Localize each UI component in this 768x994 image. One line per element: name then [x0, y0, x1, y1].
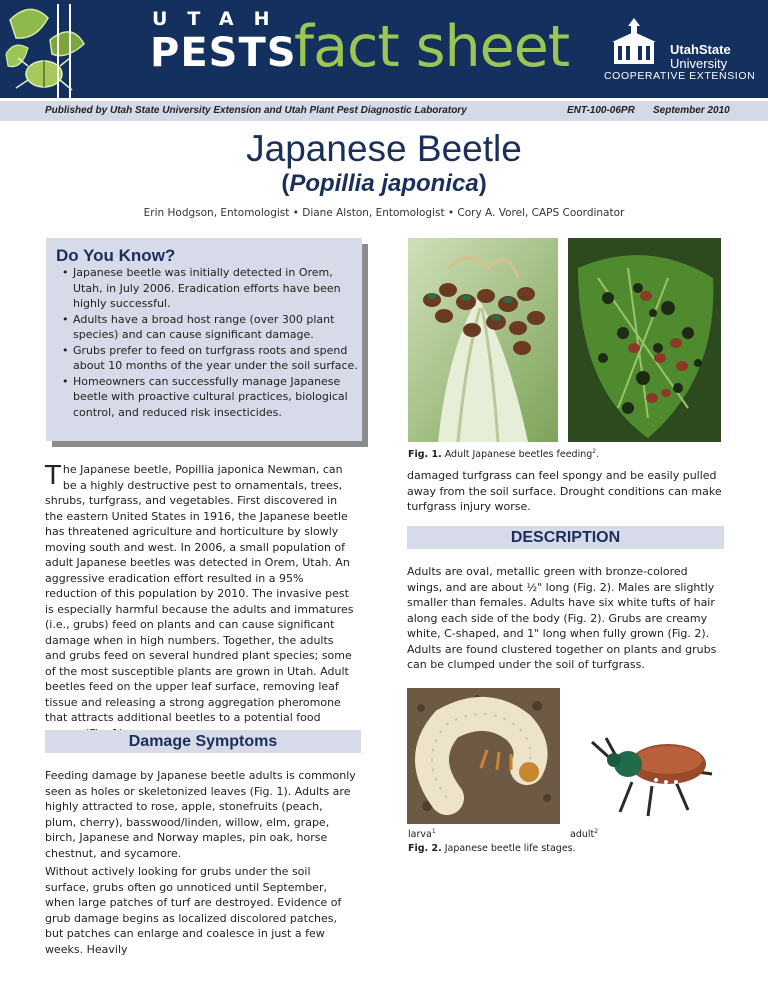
fig2-caption [408, 843, 576, 854]
fig1-caption [408, 448, 599, 460]
page-title: Japanese Beetle [246, 128, 522, 169]
fig1-corn-beetles-photo [408, 238, 558, 442]
cooperative-extension-label: COOPERATIVE EXTENSION [604, 70, 756, 82]
fig2-adult-photo [572, 720, 724, 824]
description-heading: DESCRIPTION [407, 526, 724, 549]
did-you-know-box [46, 238, 362, 441]
turfgrass-continuation: damaged turfgrass can feel spongy and be easily pulled away from the soil surface. Drought conditions can make turfgrass injury worse. [407, 469, 722, 513]
fig2-larva-photo [407, 688, 560, 824]
publication-date: September 2010 [653, 105, 730, 116]
damage-symptoms-heading: Damage Symptoms [45, 730, 361, 753]
publication-bar [0, 101, 768, 121]
corn-photo-illustration [408, 238, 558, 442]
larva-label-text: larva [408, 829, 432, 841]
damage-paragraph-1: Feeding damage by Japanese beetle adults is commonly seen as holes or skeletonized leaves (Fig. 1). Adults are highly attracted to rose, apple, stonefruits (peach, plum, cherry), basswood/linden, willow, elm, grape, birch, Japanese and Norway maples, pin oak, horse chestnut, and sycamore. [45, 769, 356, 860]
fig2-label: Fig. 2. [408, 843, 442, 854]
masthead-banner [0, 0, 768, 98]
fig1-caption-text: Adult Japanese beetles feeding [441, 449, 593, 461]
fig1-caption-end: . [596, 449, 600, 461]
did-you-know-item: • Adults have a broad host range (over 300 plant species) and can cause significant damage. [62, 312, 358, 343]
publisher-text: Published by Utah State University Extension and Utah Plant Pest Diagnostic Laboratory [45, 105, 467, 116]
did-you-know-heading: Do You Know? [56, 246, 176, 265]
document-code: ENT-100-06PR [567, 105, 635, 116]
fig1-label: Fig. 1. [408, 449, 442, 461]
drop-cap: T [45, 461, 61, 491]
larva-photo-illustration [407, 688, 560, 824]
adult-label-text: adult [570, 829, 595, 841]
brand-fact-sheet: fact sheet [294, 14, 570, 80]
larva-label [408, 828, 436, 840]
adult-superscript: 2 [594, 828, 599, 835]
adult-beetle-illustration [572, 720, 724, 824]
did-you-know-item: • Homeowners can successfully manage Japanese beetle with proactive cultural practices, biological control, and reduced risk insecticides. [62, 374, 358, 421]
leaf-beetle-illustration [0, 0, 100, 98]
larva-superscript: 1 [431, 828, 436, 835]
leaf-photo-illustration [568, 238, 721, 442]
intro-paragraph [45, 462, 357, 741]
scientific-name [0, 170, 768, 198]
intro-text: he Japanese beetle, Popillia japonica Newman, can be a highly destructive pest to ornamentals, trees, shrubs, turfgrass, and vegetables. First discovered in the eastern United States in 1916, the Japanese beetle has threatened agriculture and horticulture by slowly moving south and west. In 2006, a small population of adult Japanese beetles was detected in Orem, Utah. An aggressive eradication effort resulted in a 95% reduction of this population by 2010. The invasive pest is especially harmful because the adults and immatures (i.e., grubs) feed on plants and can cause significant damage when in high numbers. Together, the adults and grubs feed on several hundred plant species; some of the most susceptible plants are grown in Utah. Adult beetles feed on the upper leaf surface, removing leaf tissue and releasing a strong aggregation pheromone that attracts additional beetles to a potential food [45, 463, 354, 724]
damage-paragraph-2: Without actively looking for grubs under the soil surface, grubs often go unnoticed until September, when large patches of turf are destroyed. Evidence of grub damage begins as localized discolored patches, but patches can enlarge and coalesce in just a few weeks. Heavily [45, 865, 342, 956]
brand-pests: PESTS [150, 30, 297, 76]
fig1-superscript: 2 [592, 448, 597, 455]
did-you-know-item: • Grubs prefer to feed on turfgrass roots and spend about 10 months of the year under the soil surface. [62, 343, 358, 374]
authors-line: Erin Hodgson, Entomologist • Diane Alston, Entomologist • Cory A. Vorel, CAPS Coordinator [143, 207, 625, 219]
description-paragraph: Adults are oval, metallic green with bronze-colored wings, and are about ½" long (Fig. 2). Males are slightly smaller than females. Adults have six white tufts of hair along each side of the body (Fig. 2). Grubs are creamy white, C-shaped, and 1" long when fully grown (Fig. 2). Adults are found clustered together on plants and grubs can be clumped under the soil of turfgrass. [407, 565, 717, 671]
adult-label [570, 828, 598, 840]
paren-close: ) [478, 170, 487, 197]
usu-wordmark-line1: UtahState [670, 42, 731, 57]
fig2-caption-text: Japanese beetle life stages. [441, 843, 576, 854]
did-you-know-item: • Japanese beetle was initially detected in Orem, Utah, in July 2006. Eradication efforts have been highly successful. [62, 265, 358, 312]
scientific-name-text: Popillia japonica [289, 170, 479, 197]
usu-wordmark-line2: University [670, 56, 728, 71]
brand-utah: UTAH [152, 8, 290, 30]
paren-open: ( [281, 170, 290, 197]
fig1-leaf-damage-photo [568, 238, 721, 442]
did-you-know-list [62, 265, 358, 420]
